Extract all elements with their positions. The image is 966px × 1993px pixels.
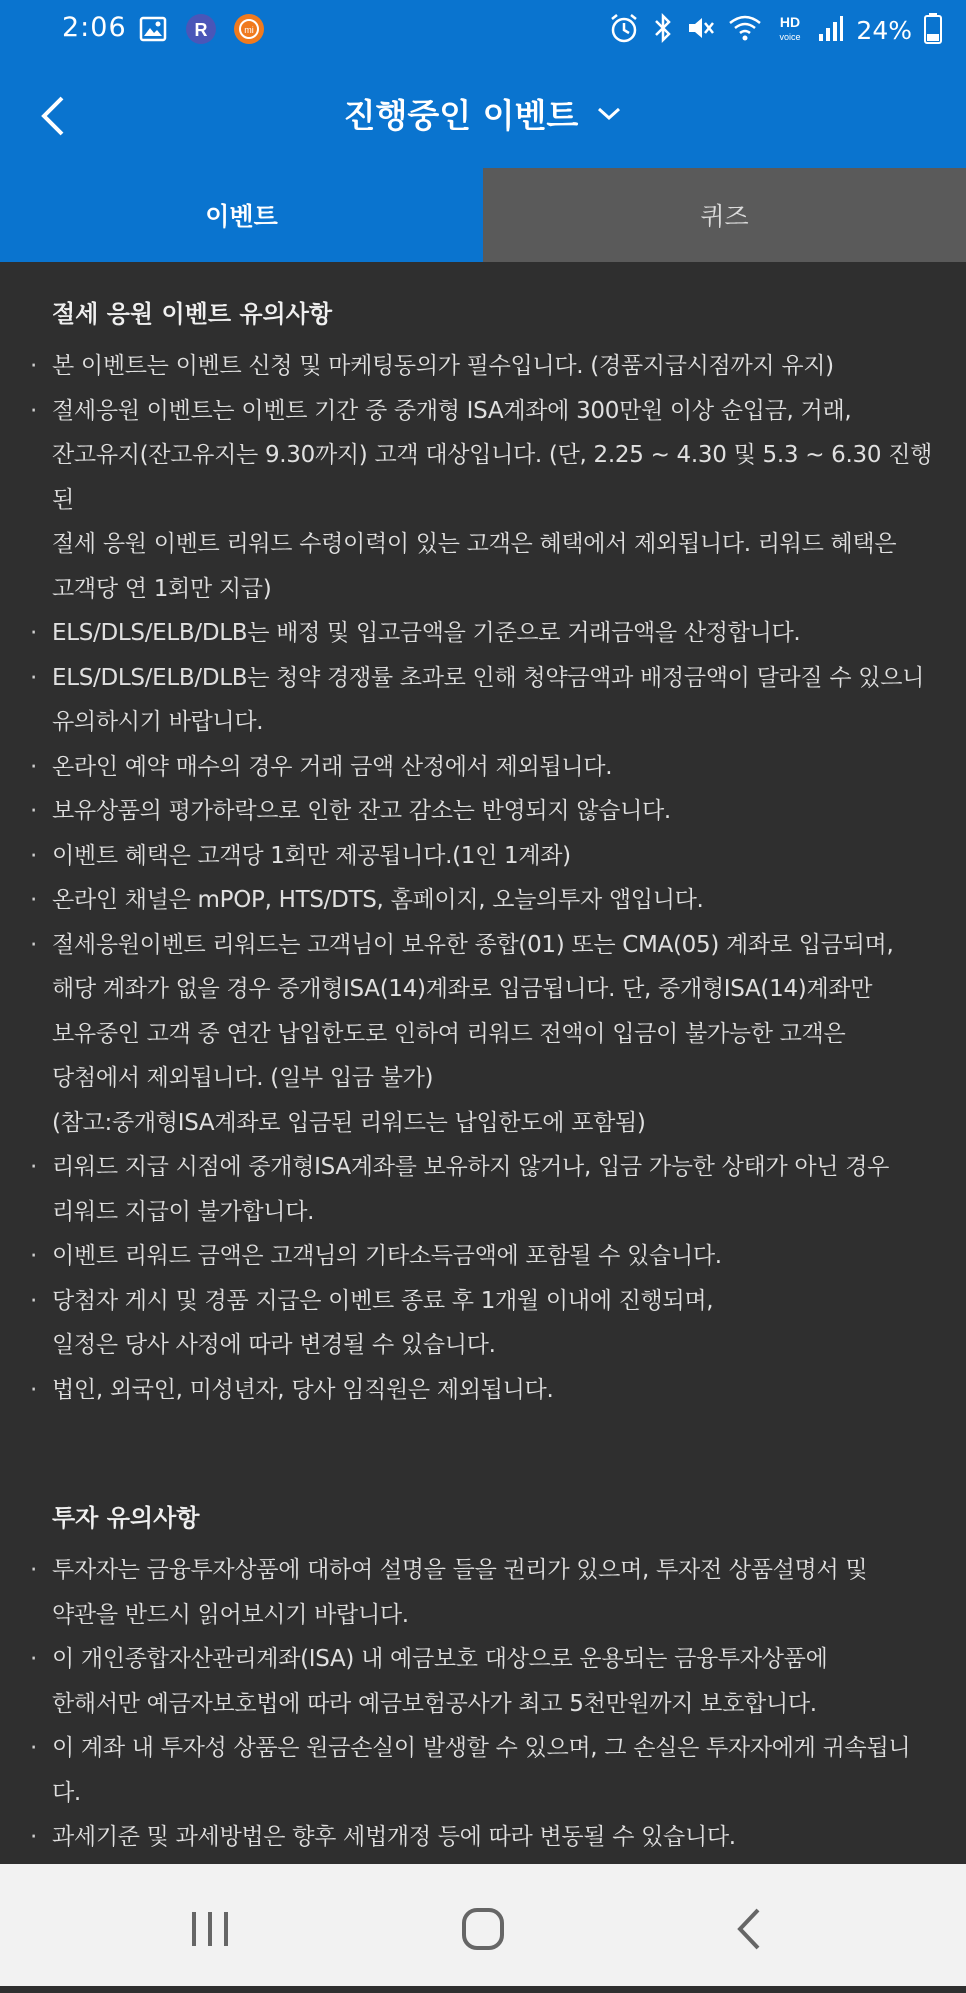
app-bar	[0, 62, 966, 168]
event-notice-list	[30, 344, 936, 1412]
event-notice-section	[0, 292, 966, 1412]
tab-label: 퀴즈	[700, 197, 748, 233]
list-item: · ELS/DLS/ELB/DLB는 배정 및 입고금액을 기준으로 거래금액을 산정합니다.	[30, 611, 936, 656]
system-nav-bar	[0, 1864, 966, 1986]
list-item: · 이 개인종합자산관리계좌(ISA) 내 예금보호 대상으로 운용되는 금융투자상품에 한해서만 예금자보호법에 따라 예금보험공사가 최고 5천만원까지 보호합니다.	[30, 1637, 936, 1726]
svg-text:mi: mi	[244, 25, 254, 35]
tab-quiz[interactable]	[483, 168, 966, 262]
mi-app-icon	[232, 12, 266, 46]
recent-apps-icon	[180, 1904, 240, 1954]
svg-text:voice: voice	[780, 32, 801, 42]
list-item: · 절세응원 이벤트는 이벤트 기간 중 중개형 ISA계좌에 300만원 이상 순입금, 거래, 잔고유지(잔고유지는 9.30까지) 고객 대상입니다. (단, 2.25 ~ 4.30 및 5.3 ~ 6.30 진행된 절세 응원 이벤트 리워드 수령이력이 있는 고객은 혜택에서 제외됩니다. 리워드 혜택은 고객당 연 1회만 지급)	[30, 389, 936, 612]
alarm-icon	[608, 12, 640, 48]
mute-icon	[686, 13, 716, 47]
r-app-icon	[184, 12, 218, 46]
list-item: · 이벤트 리워드 금액은 고객님의 기타소득금액에 포함될 수 있습니다.	[30, 1234, 936, 1279]
list-item: · 온라인 채널은 mPOP, HTS/DTS, 홈페이지, 오늘의투자 앱입니다.	[30, 878, 936, 923]
list-item: · 법인, 외국인, 미성년자, 당사 임직원은 제외됩니다.	[30, 1368, 936, 1413]
title-dropdown[interactable]	[0, 90, 966, 137]
tab-bar	[0, 168, 966, 262]
signal-icon	[818, 14, 844, 46]
list-item: · 이벤트 혜택은 고객당 1회만 제공됩니다.(1인 1계좌)	[30, 834, 936, 879]
list-item: · ELS/DLS/ELB/DLB는 청약 경쟁률 초과로 인해 청약금액과 배정금액이 달라질 수 있으니 유의하시기 바랍니다.	[30, 656, 936, 745]
wifi-icon	[728, 14, 762, 46]
list-item: · 보유상품의 평가하락으로 인한 잔고 감소는 반영되지 않습니다.	[30, 789, 936, 834]
list-item: · 리워드 지급 시점에 중개형ISA계좌를 보유하지 않거나, 입금 가능한 상태가 아닌 경우 리워드 지급이 불가합니다.	[30, 1145, 936, 1234]
bluetooth-icon	[652, 12, 674, 48]
status-time: 2:06	[62, 12, 127, 43]
list-item: · 과세기준 및 과세방법은 향후 세법개정 등에 따라 변동될 수 있습니다.	[30, 1815, 936, 1860]
list-item: · 이 계좌 내 투자성 상품은 원금손실이 발생할 수 있으며, 그 손실은 투자자에게 귀속됩니다.	[30, 1726, 936, 1815]
svg-text:HD: HD	[780, 14, 800, 30]
chevron-down-icon	[596, 105, 622, 123]
page-title: 진행중인 이벤트	[344, 90, 579, 137]
section-title: 절세 응원 이벤트 유의사항	[52, 292, 936, 336]
section-title: 투자 유의사항	[52, 1496, 936, 1540]
tab-label: 이벤트	[205, 197, 277, 233]
battery-icon	[924, 12, 942, 48]
list-item: · 당첨자 게시 및 경품 지급은 이벤트 종료 후 1개월 이내에 진행되며, 일정은 당사 사정에 따라 변경될 수 있습니다.	[30, 1279, 936, 1368]
home-button[interactable]	[453, 1904, 513, 1954]
image-icon	[136, 12, 170, 46]
svg-text:R: R	[195, 20, 208, 40]
tab-event[interactable]	[0, 168, 483, 262]
list-item: · 절세응원이벤트 리워드는 고객님이 보유한 종합(01) 또는 CMA(05) 계좌로 입금되며, 해당 계좌가 없을 경우 중개형ISA(14)계좌로 입금됩니다. 단, 중개형ISA(14)계좌만 보유중인 고객 중 연간 납입한도로 인하여 리워드 전액이 입금이 불가능한 고객은 당첨에서 제외됩니다. (일부 입금 불가) (참고:중개형ISA계좌로 입금된 리워드는 납입한도에 포함됨)	[30, 923, 936, 1146]
list-item: · 본 이벤트는 이벤트 신청 및 마케팅동의가 필수입니다. (경품지급시점까지 유지)	[30, 344, 936, 389]
hd-voice-icon	[774, 13, 806, 47]
list-item: · 투자자는 금융투자상품에 대하여 설명을 들을 권리가 있으며, 투자전 상품설명서 및 약관을 반드시 읽어보시기 바랍니다.	[30, 1548, 936, 1637]
content-scroll[interactable]	[0, 262, 966, 1864]
back-icon	[720, 1904, 780, 1954]
recent-apps-button[interactable]	[180, 1904, 240, 1954]
status-bar	[0, 0, 966, 62]
nav-back-button[interactable]	[720, 1904, 780, 1954]
list-item: · 온라인 예약 매수의 경우 거래 금액 산정에서 제외됩니다.	[30, 745, 936, 790]
battery-percent: 24%	[856, 16, 912, 45]
home-icon	[453, 1904, 513, 1954]
